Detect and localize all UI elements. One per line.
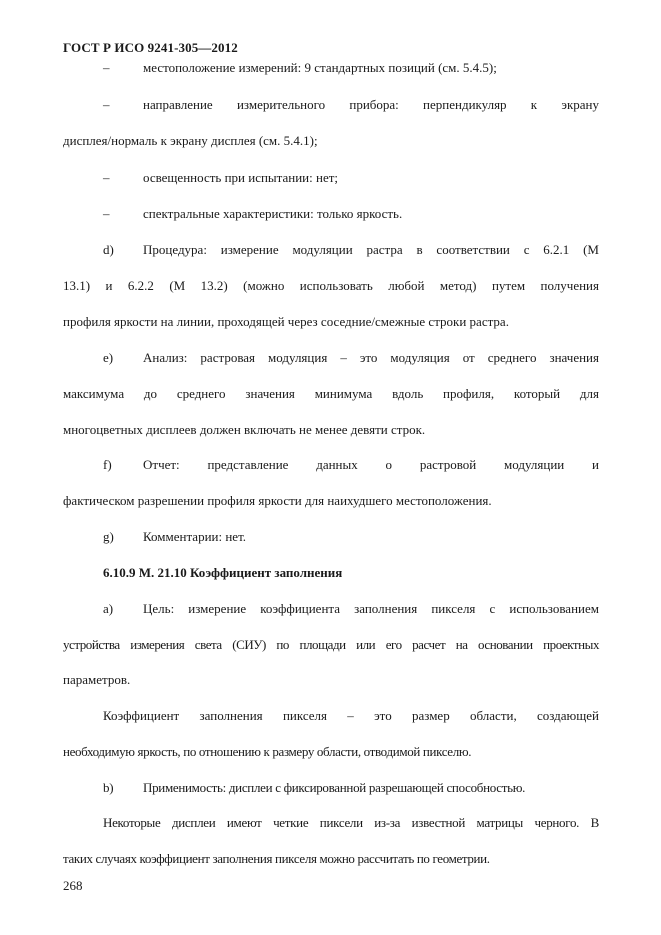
item-g (103, 529, 599, 545)
list-item (103, 170, 599, 186)
paragraph-line: Коэффициент заполнения пикселя – это размер области, создающей (103, 708, 599, 723)
item-text: Анализ: растровая модуляция – это модуляция от среднего значения (143, 350, 599, 365)
paragraph-line: Некоторые дисплеи имеют четкие пиксели из-за известной матрицы черного. В (103, 815, 599, 830)
item-f (103, 457, 599, 473)
list-text: местоположение измерений: 9 стандартных позиций (см. 5.4.5); (143, 60, 497, 75)
paragraph-line: таких случаях коэффициент заполнения пикселя можно рассчитать по геометрии. (63, 851, 490, 866)
item-text: Процедура: измерение модуляции растра в соответствии с 6.2.1 (М (143, 242, 599, 257)
item-b (103, 780, 599, 796)
item-text: Применимость: дисплеи с фиксированной разрешающей способностью. (143, 780, 526, 795)
item-marker: g) (103, 529, 114, 544)
item-a-line: устройства измерения света (СИУ) по площади или его расчет на основании проектных (63, 637, 599, 652)
paragraph-line: необходимую яркость, по отношению к размеру области, отводимой пикселю. (63, 744, 472, 759)
list-item (103, 60, 599, 76)
item-a (103, 601, 599, 617)
list-marker: – (103, 170, 110, 185)
item-marker: b) (103, 780, 114, 795)
item-marker: d) (103, 242, 114, 257)
item-text: Комментарии: нет. (143, 529, 247, 544)
item-text: Цель: измерение коэффициента заполнения пикселя с использованием (143, 601, 599, 616)
list-text-continued: дисплея/нормаль к экрану дисплея (см. 5.4.1); (63, 133, 318, 148)
item-marker: e) (103, 350, 114, 365)
item-e-line: максимума до среднего значения минимума вдоль профиля, который для (63, 386, 599, 401)
item-marker: a) (103, 601, 114, 616)
list-marker: – (103, 206, 110, 221)
item-d (103, 242, 599, 258)
item-f-line: фактическом разрешении профиля яркости для наихудшего местоположения. (63, 493, 492, 508)
section-heading: 6.10.9 М. 21.10 Коэффициент заполнения (103, 565, 343, 580)
list-item (103, 97, 599, 113)
page-number: 268 (63, 878, 83, 893)
item-text: Отчет: представление данных о растровой модуляции и (143, 457, 599, 472)
item-marker: f) (103, 457, 112, 472)
list-text: спектральные характеристики: только яркость. (143, 206, 403, 221)
item-e (103, 350, 599, 366)
list-marker: – (103, 97, 110, 112)
list-text: направление измерительного прибора: перпендикуляр к экрану (143, 97, 599, 112)
item-d-line: 13.1) и 6.2.2 (М 13.2) (можно использовать любой метод) путем получения (63, 278, 599, 293)
list-marker: – (103, 60, 110, 75)
document-header: ГОСТ Р ИСО 9241-305—2012 (63, 40, 238, 55)
list-item (103, 206, 599, 222)
item-d-line: профиля яркости на линии, проходящей через соседние/смежные строки растра. (63, 314, 509, 329)
item-a-line: параметров. (63, 672, 131, 687)
list-text: освещенность при испытании: нет; (143, 170, 339, 185)
item-e-line: многоцветных дисплеев должен включать не менее девяти строк. (63, 422, 426, 437)
